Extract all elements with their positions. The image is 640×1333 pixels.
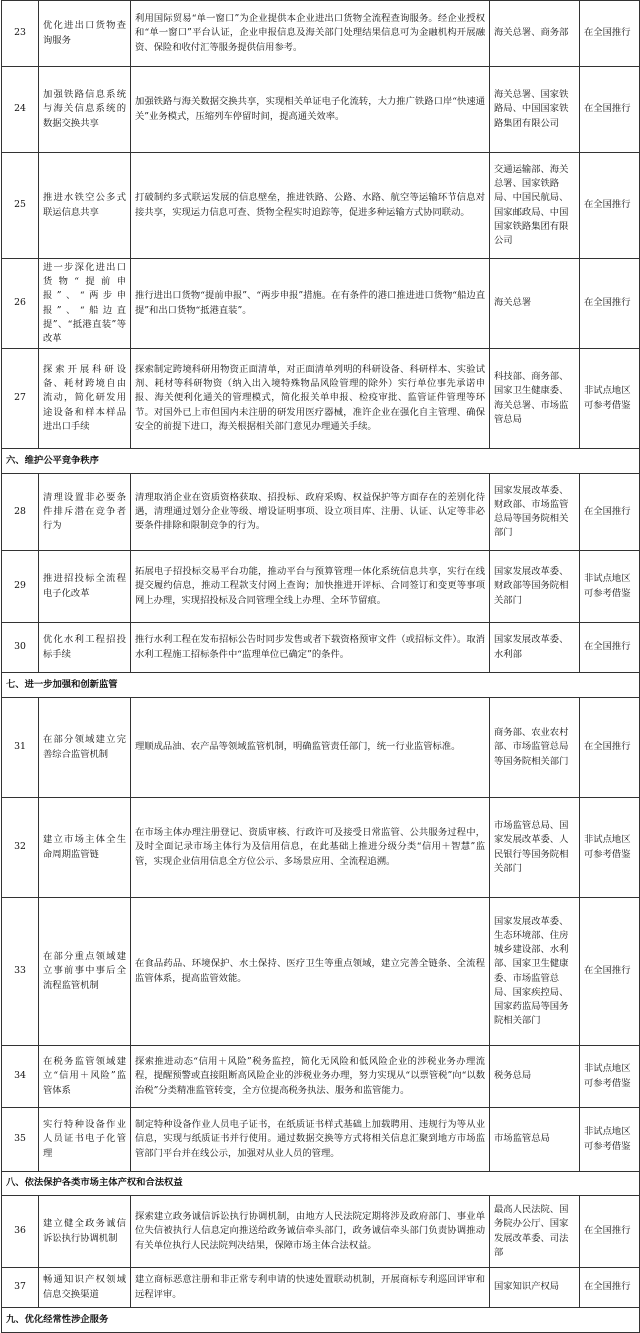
- responsible-department: 海关总署、商务部: [490, 1, 580, 67]
- table-row: [2, 1108, 640, 1172]
- promotion-scope: 非试点地区可参考借鉴: [580, 551, 640, 623]
- measure-description: 在食品药品、环境保护、水土保持、医疗卫生等重点领域，建立完善全链条、全流程监管体系，提高监管效能。: [131, 898, 490, 1046]
- row-number: 31: [2, 698, 39, 798]
- table-row: [2, 698, 640, 798]
- row-number: 30: [2, 623, 39, 673]
- row-number: 34: [2, 1046, 39, 1108]
- measure-name: 在部分领域建立完善综合监管机制: [39, 698, 131, 798]
- row-number: 29: [2, 551, 39, 623]
- policy-table: [1, 0, 640, 1333]
- responsible-department: 交通运输部、海关总署、国家铁路局、中国民航局、国家邮政局、中国国家铁路集团有限公司: [490, 153, 580, 259]
- measure-name: 在税务监管领域建立“信用＋风险”监管体系: [39, 1046, 131, 1108]
- measure-description: 拓展电子招投标交易平台功能，推动平台与预算管理一体化系统信息共享，实行在线提交履约信息，推动工程款支付网上查询；加快推进开评标、合同签订和变更等事项网上办理，实现招投标及合同管理全线上办理、全环节留痕。: [131, 551, 490, 623]
- measure-description: 推行水利工程在发布招标公告时同步发售或者下载资格预审文件（或招标文件）。取消水利工程施工招标条件中“监理单位已确定”的条件。: [131, 623, 490, 673]
- promotion-scope: 在全国推行: [580, 698, 640, 798]
- row-number: 28: [2, 474, 39, 551]
- measure-description: 探索推进动态“信用＋风险”税务监控，简化无风险和低风险企业的涉税业务办理流程，提醒预警或直接阻断高风险企业的涉税业务办理，努力实现从“以票管税”向“以数治税”分类精准监管转变，全方位提高税务执法、服务和监管能力。: [131, 1046, 490, 1108]
- measure-name: 加强铁路信息系统与海关信息系统的数据交换共享: [39, 67, 131, 153]
- row-number: 25: [2, 153, 39, 259]
- promotion-scope: 非试点地区可参考借鉴: [580, 1108, 640, 1172]
- responsible-department: 市场监管总局、国家发展改革委、人民银行等国务院相关部门: [490, 798, 580, 898]
- measure-name: 清理设置非必要条件排斥潜在竞争者行为: [39, 474, 131, 551]
- responsible-department: 市场监管总局: [490, 1108, 580, 1172]
- responsible-department: 国家知识产权局: [490, 1268, 580, 1308]
- promotion-scope: 在全国推行: [580, 1268, 640, 1308]
- promotion-scope: 在全国推行: [580, 1196, 640, 1268]
- measure-description: 利用国际贸易“单一窗口”为企业提供本企业进出口货物全流程查询服务。经企业授权和“单一窗口”平台认证，企业申报信息及海关部门处理结果信息可为金融机构开展融资、保险和收付汇等服务提供信用参考。: [131, 1, 490, 67]
- section-row: [2, 673, 640, 698]
- measure-name: 推进水铁空公多式联运信息共享: [39, 153, 131, 259]
- measure-name: 建立市场主体全生命周期监管链: [39, 798, 131, 898]
- promotion-scope: 在全国推行: [580, 474, 640, 551]
- table-row: [2, 1268, 640, 1308]
- table-row: [2, 1, 640, 67]
- table-row: [2, 153, 640, 259]
- section-row: [2, 1308, 640, 1333]
- table-row: [2, 474, 640, 551]
- row-number: 36: [2, 1196, 39, 1268]
- responsible-department: 海关总署、国家铁路局、中国国家铁路集团有限公司: [490, 67, 580, 153]
- table-row: [2, 1196, 640, 1268]
- measure-description: 建立商标恶意注册和非正常专利申请的快速处置联动机制，开展商标专利巡回评审和远程评审。: [131, 1268, 490, 1308]
- row-number: 37: [2, 1268, 39, 1308]
- table-row: [2, 623, 640, 673]
- row-number: 35: [2, 1108, 39, 1172]
- promotion-scope: 在全国推行: [580, 259, 640, 349]
- row-number: 23: [2, 1, 39, 67]
- measure-name: 探索开展科研设备、耗材跨境自由流动，简化研发用途设备和样本样品进出口手续: [39, 349, 131, 449]
- row-number: 24: [2, 67, 39, 153]
- table-row: [2, 349, 640, 449]
- section-heading: 八、依法保护各类市场主体产权和合法权益: [2, 1172, 640, 1196]
- section-row: [2, 449, 640, 474]
- responsible-department: 国家发展改革委、生态环境部、住房城乡建设部、水利部、国家卫生健康委、市场监管总局、国家疾控局、国家药监局等国务院相关部门: [490, 898, 580, 1046]
- measure-description: 打破制约多式联运发展的信息壁垒，推进铁路、公路、水路、航空等运输环节信息对接共享，实现运力信息可查、货物全程实时追踪等，促进多种运输方式协同联动。: [131, 153, 490, 259]
- measure-name: 实行特种设备作业人员证书电子化管理: [39, 1108, 131, 1172]
- row-number: 27: [2, 349, 39, 449]
- promotion-scope: 在全国推行: [580, 67, 640, 153]
- table-row: [2, 798, 640, 898]
- measure-description: 在市场主体办理注册登记、资质审核、行政许可及接受日常监管、公共服务过程中，及时全面记录市场主体行为及信用信息，在此基础上推进分级分类“信用＋智慧”监管，实现企业信用信息全方位公示、多场景应用、全流程追溯。: [131, 798, 490, 898]
- measure-name: 推进招投标全流程电子化改革: [39, 551, 131, 623]
- measure-description: 探索制定跨境科研用物资正面清单，对正面清单列明的科研设备、科研样本、实验试剂、耗材等科研物资（纳入出入境特殊物品风险管理的除外）实行单位事先承诺申报、海关便利化通关的管理模式，简化报关单申报、检疫审批、监管证件管理等环节。对国外已上市但国内未注册的研发用医疗器械，准许企业在强化自主管理、确保安全的前提下进口，海关根据相关部门意见办理通关手续。: [131, 349, 490, 449]
- responsible-department: 科技部、商务部、国家卫生健康委、海关总署、市场监管总局: [490, 349, 580, 449]
- row-number: 32: [2, 798, 39, 898]
- measure-description: 推行进出口货物“提前申报”、“两步申报”措施。在有条件的港口推进进口货物“船边直提”和出口货物“抵港直装”。: [131, 259, 490, 349]
- responsible-department: 商务部、农业农村部、市场监管总局等国务院相关部门: [490, 698, 580, 798]
- table-row: [2, 551, 640, 623]
- responsible-department: 国家发展改革委、财政部、市场监管总局等国务院相关部门: [490, 474, 580, 551]
- measure-description: 制定特种设备作业人员电子证书，在纸质证书样式基础上加载聘用、违规行为等从业信息，实现与纸质证书并行使用。通过数据交换等方式将相关信息汇聚到地方市场监管部门平台并在线公示，加强对从业人员的管理。: [131, 1108, 490, 1172]
- table-row: [2, 1046, 640, 1108]
- table-row: [2, 259, 640, 349]
- measure-name: 建立健全政务诚信诉讼执行协调机制: [39, 1196, 131, 1268]
- responsible-department: 海关总署: [490, 259, 580, 349]
- row-number: 33: [2, 898, 39, 1046]
- measure-name: 畅通知识产权领域信息交换渠道: [39, 1268, 131, 1308]
- table-row: [2, 898, 640, 1046]
- responsible-department: 国家发展改革委、水利部: [490, 623, 580, 673]
- measure-name: 进一步深化进出口货物“提前申报”、“两步申报”、“船边直提”、“抵港直装”等改革: [39, 259, 131, 349]
- measure-description: 清理取消企业在资质资格获取、招投标、政府采购、权益保护等方面存在的差别化待遇，清理通过划分企业等级、增设证明事项、设立项目库、注册、认证、认定等非必要条件排除和限制竞争的行为。: [131, 474, 490, 551]
- measure-description: 探索建立政务诚信诉讼执行协调机制，由地方人民法院定期将涉及政府部门、事业单位失信被执行人信息定向推送给政务诚信牵头部门，政务诚信牵头部门负责协调推动有关单位执行人民法院判决结果，保障市场主体合法权益。: [131, 1196, 490, 1268]
- measure-name: 在部分重点领域建立事前事中事后全流程监管机制: [39, 898, 131, 1046]
- promotion-scope: 在全国推行: [580, 623, 640, 673]
- table-row: [2, 67, 640, 153]
- measure-name: 优化进出口货物查询服务: [39, 1, 131, 67]
- section-heading: 七、进一步加强和创新监管: [2, 673, 640, 698]
- promotion-scope: 在全国推行: [580, 153, 640, 259]
- responsible-department: 最高人民法院、国务院办公厅、国家发展改革委、司法部: [490, 1196, 580, 1268]
- promotion-scope: 非试点地区可参考借鉴: [580, 1046, 640, 1108]
- responsible-department: 国家发展改革委、财政部等国务院相关部门: [490, 551, 580, 623]
- measure-name: 优化水利工程招投标手续: [39, 623, 131, 673]
- row-number: 26: [2, 259, 39, 349]
- responsible-department: 税务总局: [490, 1046, 580, 1108]
- promotion-scope: 非试点地区可参考借鉴: [580, 349, 640, 449]
- promotion-scope: 在全国推行: [580, 898, 640, 1046]
- section-heading: 九、优化经常性涉企服务: [2, 1308, 640, 1333]
- promotion-scope: 在全国推行: [580, 1, 640, 67]
- measure-description: 加强铁路与海关数据交换共享，实现相关单证电子化流转，大力推广铁路口岸“快速通关”业务模式，压缩列车停留时间，提高通关效率。: [131, 67, 490, 153]
- section-row: [2, 1172, 640, 1196]
- measure-description: 理顺成品油、农产品等领域监管机制，明确监管责任部门，统一行业监管标准。: [131, 698, 490, 798]
- section-heading: 六、维护公平竞争秩序: [2, 449, 640, 474]
- promotion-scope: 非试点地区可参考借鉴: [580, 798, 640, 898]
